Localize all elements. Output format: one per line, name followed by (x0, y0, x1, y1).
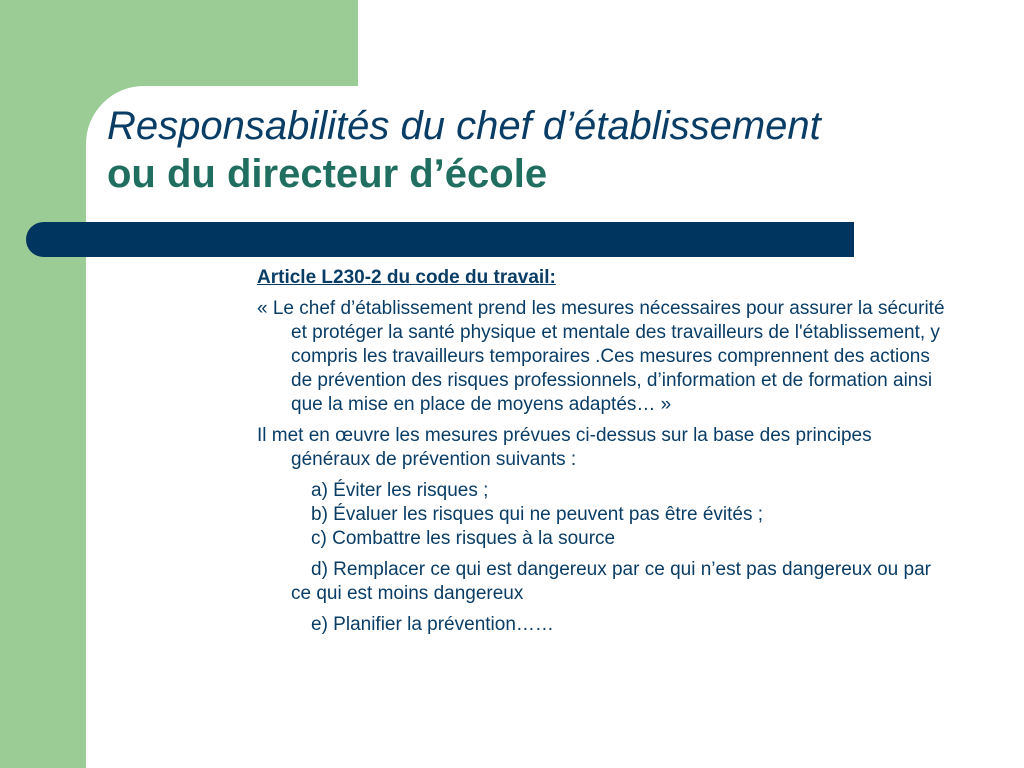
article-body (257, 266, 947, 637)
principle-item: d) Remplacer ce qui est dangereux par ce qui n’est pas dangereux ou par ce qui est moins dangereux (291, 559, 931, 604)
navy-divider-bar (26, 222, 854, 257)
principles-list-abc (257, 479, 947, 551)
article-quote: « Le chef d’établissement prend les mesures nécessaires pour assurer la sécurité et protéger la santé physique et mentale des travailleurs de l'établissement, y compris les travailleurs temporaires .Ces mesures comprennent des actions de prévention des risques professionnels, d’information et de formation ainsi que la mise en place de moyens adaptés… » (257, 298, 945, 415)
title-line-2: ou du directeur d’école (107, 152, 548, 196)
title-line-1: Responsabilités du chef d’établissement (107, 104, 821, 148)
article-heading: Article L230-2 du code du travail: (257, 267, 556, 288)
slide-title (107, 102, 987, 198)
principle-item: c) Combattre les risques à la source (311, 528, 616, 549)
principles-intro: Il met en œuvre les mesures prévues ci-dessus sur la base des principes généraux de prévention suivants : (257, 425, 872, 470)
principle-item: e) Planifier la prévention…… (311, 614, 554, 635)
principle-item: a) Éviter les risques ; (311, 480, 489, 501)
principle-item: b) Évaluer les risques qui ne peuvent pas être évités ; (311, 504, 764, 525)
